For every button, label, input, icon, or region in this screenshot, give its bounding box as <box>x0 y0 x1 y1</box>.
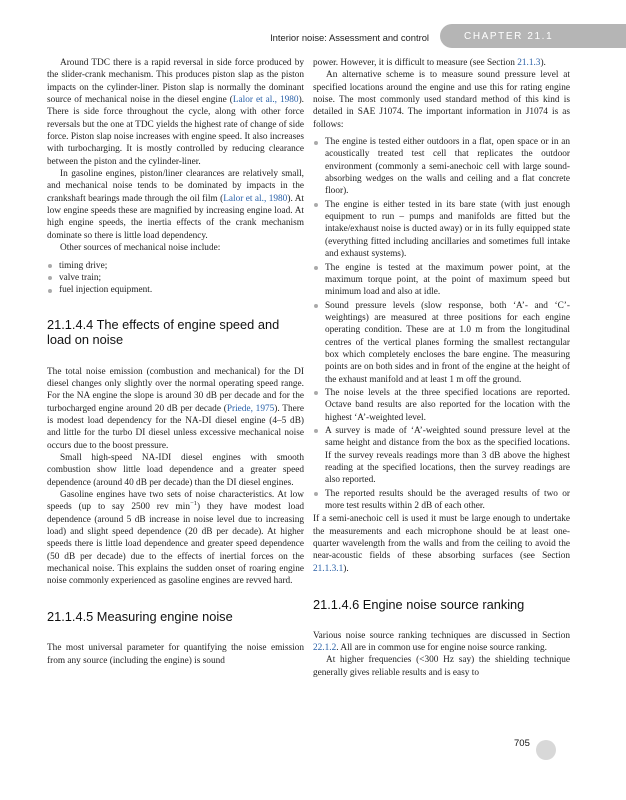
page-number-circle <box>536 740 556 760</box>
list-item: The reported results should be the averaged results of two or more test results within 2 dB of each other. <box>313 488 570 513</box>
section-heading: 21.1.4.5 Measuring engine noise <box>47 608 233 624</box>
section-heading: 21.1.4.6 Engine noise source ranking <box>313 597 525 613</box>
list-item: Sound pressure levels (slow response, both ‘A’- and ‘C’-weightings) are measured at three positions for each engine operating condition. These are at 1.0 m from the longitudinal centres of the vertical planes forming the smallest rectangular box which completely encloses the bare engine. The measuring points are on both sides and in front of the engine at the height of the exhaust manifold and at least 1 m off the ground. <box>313 300 570 386</box>
paragraph: An alternative scheme is to measure sound pressure level at specified locations around the engine and use this for rating engine noise. The most commonly used standard method of this kind is detailed in SAE J1074. The important information in J1074 is as follows: <box>313 70 570 130</box>
list-item: The engine is tested either outdoors in a flat, open space or in an acoustically treated test cell that replicates the outdoor environment (commonly a semi-anechoic cell with large sound-absorbing wedges on the walls and ceiling and a flat concrete floor). <box>313 136 570 198</box>
citation-link[interactable]: Lalor et al., 1980 <box>232 95 299 106</box>
list-item: The noise levels at the three specified locations are reported. Octave band results are also reported for the location with the highest ‘A’-weighted level. <box>313 387 570 424</box>
section-heading: 21.1.4.4 The effects of engine speed and load on noise <box>47 316 280 348</box>
page-number: 705 <box>514 738 530 749</box>
section-link[interactable]: 21.1.3 <box>517 58 541 68</box>
paragraph: At higher frequencies (<300 Hz say) the shielding technique generally gives reliable results and is easy to <box>313 655 570 678</box>
section-link[interactable]: 21.1.3.1 <box>313 563 344 574</box>
paragraph: Around TDC there is a rapid reversal in side force produced by the slider-crank mechanism. This produces piston slap as the piston impacts on the cylinder-liner. Piston slap is normally the dominant source of mechanical noise in the diesel engine (Lalor et al., 1980). There is side force throughout the cycle, along with other force reversals but the one at TDC yields the highest rate of change of side force. Piston slap noise increases with engine speed. It also increases with turbocharging. It is mostly controlled by reducing clearance between the piston and the cylinder-liner. <box>47 58 304 167</box>
paragraph: The most universal parameter for quantifying the noise emission from any source (including the engine) is sound <box>47 643 304 666</box>
list-item: fuel injection equipment. <box>47 284 304 296</box>
paragraph: Other sources of mechanical noise include: <box>60 243 221 254</box>
list-item: The engine is tested at the maximum power point, at the maximum torque point, at the point of maximum speed but minimum load and also at idle. <box>313 262 570 299</box>
chapter-label: CHAPTER 21.1 <box>464 31 554 42</box>
paragraph: In gasoline engines, piston/liner clearances are relatively small, and mechanical noise tends to be dominated by impacts in the crankshaft bearings made through the oil film (Lalor et al., 1980). At low engine speeds these are magnified by increasing engine load. At high engine speeds, the inertia effects of the crank mechanism dominate so there is little load dependency. <box>47 169 304 241</box>
list-item: valve train; <box>47 272 304 284</box>
left-column <box>47 57 304 667</box>
list-item: The engine is either tested in its bare state (with just enough equipment to run – pumps and manifolds are fitted but the intake/exhaust noise is ducted away) or in its fully equipped state (everything fitted including ancillaries and sometimes full intake and exhaust systems). <box>313 199 570 261</box>
list-item: A survey is made of ‘A’-weighted sound pressure level at the same height and distance from the box as the specified locations. If the survey reveals readings more than 3 dB above the highest reading at the specified locations, then the survey readings are also reported. <box>313 425 570 487</box>
paragraph: Small high-speed NA-IDI diesel engines with smooth combustion show little load dependence and a greater speed dependence (around 40 dB per decade) than the DI diesel engines. <box>47 452 304 488</box>
section-link[interactable]: 22.1.2 <box>313 642 337 653</box>
right-column <box>313 57 570 679</box>
list-item: timing drive; <box>47 260 304 272</box>
paragraph: Gasoline engines have two sets of noise characteristics. At low speeds (up to say 2500 rev $\min^{-1}$) they have modest load dependence (around 5 dB increase in noise level due to increasing load) and slight speed dependence (20 dB per decade). At higher speeds there is little load dependence and greater speed dependence (50 dB per decade) due to the effects of inertial forces on the mechanical noise. This explains the sudden onset of roaring engine noise commonly experienced as gasoline engines are revved hard. <box>47 489 304 587</box>
bullet-list <box>47 260 304 297</box>
paragraph: power. However, it is difficult to measure (see Section 21.1.3). <box>313 58 546 68</box>
citation-link[interactable]: Priede, 1975 <box>226 403 275 414</box>
paragraph: Various noise source ranking techniques are discussed in Section 22.1.2. All are in common use for engine noise source ranking. <box>313 630 570 653</box>
chapter-tab <box>440 24 626 48</box>
running-title: Interior noise: Assessment and control <box>270 32 429 43</box>
bullet-list <box>313 136 570 512</box>
paragraph: The total noise emission (combustion and mechanical) for the DI diesel changes only slightly over the normal operating speed range. For the NA engine the slope is around 30 dB per decade and for the turbocharged engine around 20 dB per decade (Priede, 1975). There is modest load dependency for the NA-DI diesel engine (4–5 dB) and little for the turbo DI diesel unless excessive mechanical noise occurs due to the boost pressure. <box>47 366 304 451</box>
paragraph: If a semi-anechoic cell is used it must be large enough to undertake the measurements and each microphone should be at least one-quarter wavelength from the walls and from the ceiling to avoid the near-acoustic fields of these absorbing surfaces (see Section 21.1.3.1). <box>313 514 570 574</box>
citation-link[interactable]: Lalor et al., 1980 <box>223 193 288 204</box>
